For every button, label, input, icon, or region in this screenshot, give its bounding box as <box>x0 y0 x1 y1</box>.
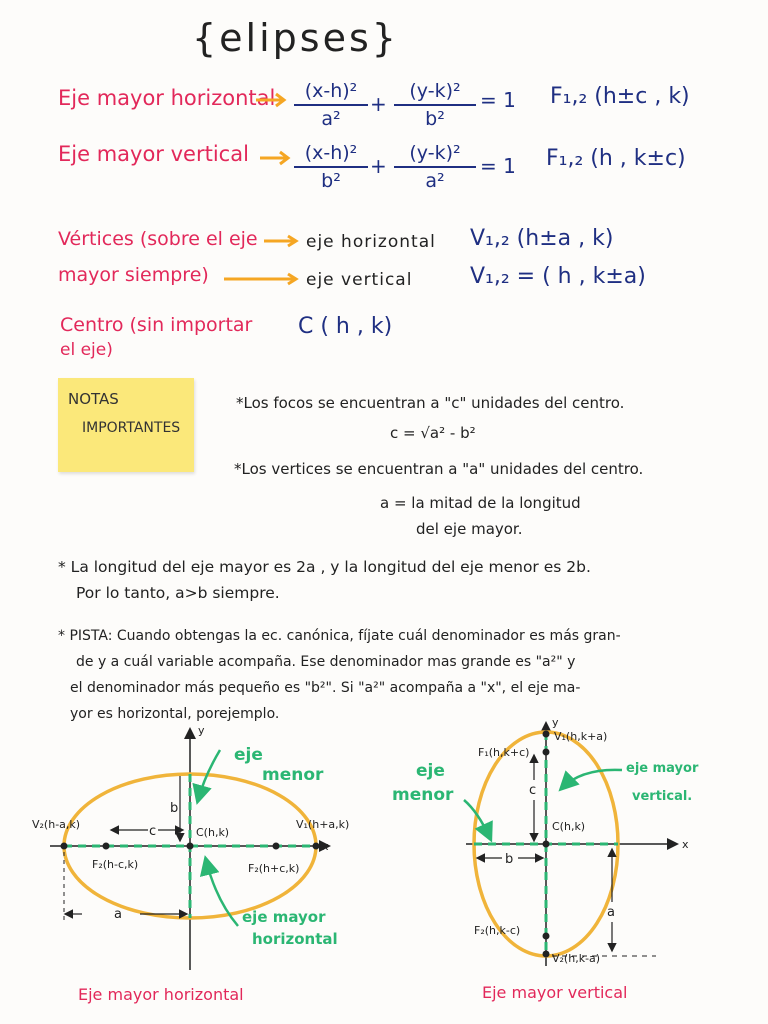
center-label-2: el eje) <box>60 340 113 360</box>
vertex-bottom-point <box>543 951 550 958</box>
equals-one: = 1 <box>480 88 516 112</box>
tip-line-2: de y a cuál variable acompaña. Ese denominador mas grande es "a²" y <box>76 654 576 670</box>
focus-top-point <box>543 749 550 756</box>
fraction-y-over-b2: $\frac{\text{(y-k)²}}{\text{b²}}$ <box>394 80 476 130</box>
diagram-horizontal-caption: Eje mayor horizontal <box>78 985 244 1004</box>
b-label: b <box>170 801 179 816</box>
plus-sign: + <box>370 92 387 116</box>
note-foci-formula: c = √a² - b² <box>390 424 476 442</box>
note-major-axis-2: Por lo tanto, a>b siempre. <box>76 584 280 602</box>
eje-mayor-label-2: vertical. <box>632 789 693 804</box>
y-axis-label: y <box>198 724 205 737</box>
eje-menor-label-1: eje <box>234 745 263 765</box>
note-vertices-formula-2: del eje mayor. <box>416 520 523 538</box>
vertices-vertical-value: V₁,₂ = ( h , k±a) <box>470 264 646 289</box>
plus-sign: + <box>370 154 387 178</box>
arrow-right-icon <box>262 234 302 248</box>
fraction-x-over-a2: $\frac{\text{(x-h)²}}{\text{a²}}$ <box>294 80 368 130</box>
eje-mayor-label-1: eje mayor <box>242 908 326 926</box>
diagram-horizontal-ellipse <box>30 720 380 1020</box>
vertex-2-label: V₂(h-a,k) <box>32 818 81 831</box>
fraction-x-over-b2: $\frac{\text{(x-h)²}}{\text{b²}}$ <box>294 142 368 192</box>
diagram-vertical-caption: Eje mayor vertical <box>482 983 628 1002</box>
y-axis-label: y <box>552 716 559 729</box>
arrow-right-icon <box>258 150 294 166</box>
fraction-y-over-a2: $\frac{\text{(y-k)²}}{\text{a²}}$ <box>394 142 476 192</box>
vertices-label-1: Vértices (sobre el eje <box>58 228 258 250</box>
tip-line-1: * PISTA: Cuando obtengas la ec. canónica, fíjate cuál denominador es más gran- <box>58 628 621 644</box>
center-value: C ( h , k) <box>298 314 393 339</box>
vertex-right-point <box>313 843 320 850</box>
focus-2-right-label: F₂(h+c,k) <box>248 862 300 875</box>
eje-menor-label-2: menor <box>262 765 324 785</box>
page-title: {elipses} <box>192 16 399 60</box>
sticky-note-line-2: IMPORTANTES <box>82 420 181 436</box>
arrow-right-icon <box>222 272 302 286</box>
center-label: C(h,k) <box>196 826 230 839</box>
x-axis-label: x <box>682 838 689 851</box>
note-foci: *Los focos se encuentran a "c" unidades del centro. <box>236 394 625 412</box>
eje-horizontal-label: eje horizontal <box>306 232 436 252</box>
a-label: a <box>607 905 615 920</box>
tip-line-4: yor es horizontal, porejemplo. <box>70 706 280 722</box>
arrow-right-icon <box>254 92 290 108</box>
center-label-1: Centro (sin importar <box>60 314 253 336</box>
focus-left-point <box>103 843 110 850</box>
tip-line-3: el denominador más pequeño es "b²". Si "a²" acompaña a "x", el eje ma- <box>70 680 581 696</box>
foci-vertical: F₁,₂ (h , k±c) <box>546 146 686 171</box>
center-point <box>187 843 194 850</box>
a-label: a <box>114 907 122 922</box>
focus-bottom-point <box>543 933 550 940</box>
c-label: c <box>529 783 537 798</box>
center-point <box>543 841 550 848</box>
focus-2-label: F₂(h,k-c) <box>474 924 521 937</box>
row-horizontal-label: Eje mayor horizontal <box>58 86 276 110</box>
note-major-axis-1: * La longitud del eje mayor es 2a , y la longitud del eje menor es 2b. <box>58 558 591 576</box>
eje-mayor-label-1: eje mayor <box>626 761 699 776</box>
eje-mayor-label-2: horizontal <box>252 930 338 948</box>
eje-menor-label-1: eje <box>416 761 445 781</box>
note-vertices: *Los vertices se encuentran a "a" unidades del centro. <box>234 460 644 478</box>
focus-1-label: F₁(h,k+c) <box>478 746 530 759</box>
sticky-note <box>58 378 194 472</box>
eje-vertical-label: eje vertical <box>306 270 413 290</box>
foci-horizontal: F₁,₂ (h±c , k) <box>550 84 690 109</box>
focus-right-point <box>273 843 280 850</box>
row-vertical-label: Eje mayor vertical <box>58 142 249 166</box>
vertices-label-2: mayor siempre) <box>58 264 209 286</box>
equals-one: = 1 <box>480 154 516 178</box>
eje-menor-label-2: menor <box>392 785 454 805</box>
focus-2-left-label: F₂(h-c,k) <box>92 858 139 871</box>
vertex-1-label: V₁(h+a,k) <box>296 818 350 831</box>
note-vertices-formula-1: a = la mitad de la longitud <box>380 494 581 512</box>
x-axis-label: x <box>322 840 329 853</box>
vertex-1-label: V₁(h,k+a) <box>554 730 608 743</box>
vertex-2-label: V₂(h,k-a) <box>552 952 601 965</box>
center-label: C(h,k) <box>552 820 586 833</box>
vertex-left-point <box>61 843 68 850</box>
vertices-horizontal-value: V₁,₂ (h±a , k) <box>470 226 614 251</box>
c-label: c <box>149 824 157 839</box>
diagram-vertical-ellipse <box>386 716 716 1020</box>
sticky-note-line-1: NOTAS <box>68 390 119 408</box>
vertex-top-point <box>543 731 550 738</box>
b-label: b <box>505 852 514 867</box>
